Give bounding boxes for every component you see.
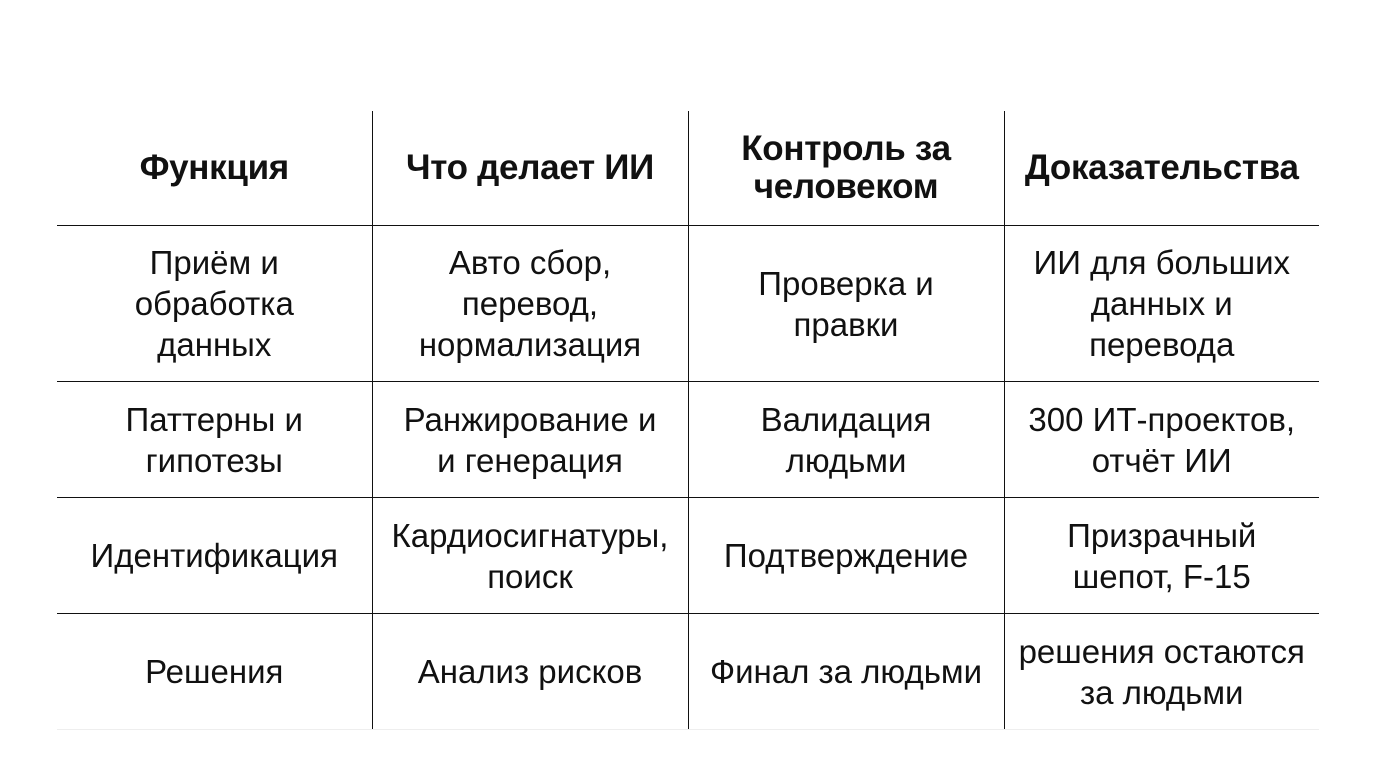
table-cell: Финал за людьми <box>688 614 1004 730</box>
header-ai-action: Что делает ИИ <box>372 111 688 226</box>
table-cell: ИИ для больших данных и перевода <box>1004 226 1319 382</box>
table-cell: Валидация людьми <box>688 382 1004 498</box>
header-human-control: Контроль за человеком <box>688 111 1004 226</box>
header-function: Функция <box>57 111 372 226</box>
table-row <box>57 226 1319 382</box>
table-cell: решения остаются за людьми <box>1004 614 1319 730</box>
table-cell: Кардиосигнатуры, поиск <box>372 498 688 614</box>
table-cell: Идентификация <box>57 498 372 614</box>
table-header-row <box>57 111 1319 226</box>
table-row <box>57 498 1319 614</box>
table-cell: Паттерны и гипотезы <box>57 382 372 498</box>
table-cell: 300 ИТ-проектов, отчёт ИИ <box>1004 382 1319 498</box>
comparison-table-container <box>57 111 1319 730</box>
table-row <box>57 382 1319 498</box>
table-cell: Ранжирование и и генерация <box>372 382 688 498</box>
table-cell: Призрачный шепот, F-15 <box>1004 498 1319 614</box>
table-cell: Решения <box>57 614 372 730</box>
header-evidence: Доказательства <box>1004 111 1319 226</box>
table-cell: Проверка и правки <box>688 226 1004 382</box>
table-row <box>57 614 1319 730</box>
comparison-table <box>57 111 1319 730</box>
table-cell: Подтверждение <box>688 498 1004 614</box>
table-cell: Авто сбор, перевод, нормализация <box>372 226 688 382</box>
table-cell: Приём и обработка данных <box>57 226 372 382</box>
table-cell: Анализ рисков <box>372 614 688 730</box>
